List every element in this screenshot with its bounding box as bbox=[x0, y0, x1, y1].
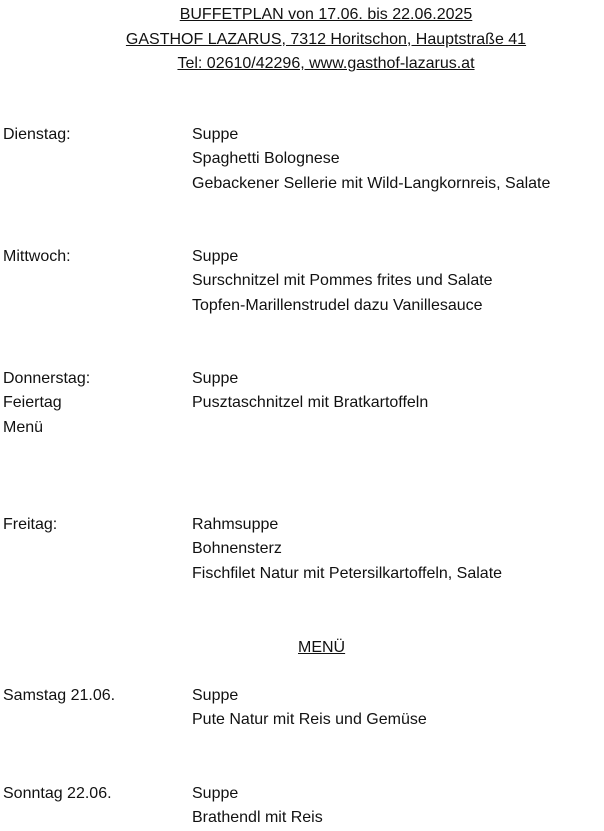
dish-item: Fischfilet Natur mit Petersilkartoffeln, Salate bbox=[192, 564, 503, 582]
dish-item: Gebackener Sellerie mit Wild-Langkornreis, Salate bbox=[192, 174, 551, 192]
dish-list bbox=[192, 245, 493, 318]
day-label: Mittwoch: bbox=[3, 248, 71, 265]
dish-list bbox=[192, 513, 502, 586]
day-label: Sonntag 22.06. bbox=[3, 785, 112, 802]
dish-list bbox=[192, 123, 550, 196]
dish-item: Suppe bbox=[192, 248, 239, 265]
day-label: Freitag: bbox=[3, 516, 58, 533]
dish-item: Topfen-Marillenstrudel dazu Vanillesauce bbox=[192, 296, 483, 314]
dish-item: Spaghetti Bolognese bbox=[192, 150, 340, 168]
dish-item: Suppe bbox=[192, 370, 239, 387]
dish-item: Suppe bbox=[192, 687, 239, 704]
dish-item: Bohnensterz bbox=[192, 540, 282, 558]
dish-list bbox=[192, 367, 428, 416]
header-contact: Tel: 02610/42296, www.gasthof-lazarus.at bbox=[177, 55, 475, 72]
header-title: BUFFETPLAN von 17.06. bis 22.06.2025 bbox=[179, 6, 473, 23]
day-label: Samstag 21.06. bbox=[3, 687, 116, 704]
header-address: GASTHOF LAZARUS, 7312 Horitschon, Hauptstraße 41 bbox=[125, 30, 527, 48]
day-label: Dienstag: bbox=[3, 126, 71, 143]
menu-section-title: MENÜ bbox=[298, 639, 346, 656]
dish-item: Suppe bbox=[192, 785, 239, 802]
document-header bbox=[0, 3, 604, 77]
dish-item: Pusztaschnitzel mit Bratkartoffeln bbox=[192, 394, 429, 412]
dish-item: Suppe bbox=[192, 126, 239, 143]
dish-item: Brathendl mit Reis bbox=[192, 809, 323, 827]
dish-list bbox=[192, 782, 323, 831]
dish-list bbox=[192, 684, 427, 733]
dish-item: Rahmsuppe bbox=[192, 516, 279, 533]
dish-item: Pute Natur mit Reis und Gemüse bbox=[192, 711, 427, 729]
dish-item: Surschnitzel mit Pommes frites und Salate bbox=[192, 272, 493, 290]
day-label: Donnerstag: Feiertag Menü bbox=[3, 370, 91, 436]
